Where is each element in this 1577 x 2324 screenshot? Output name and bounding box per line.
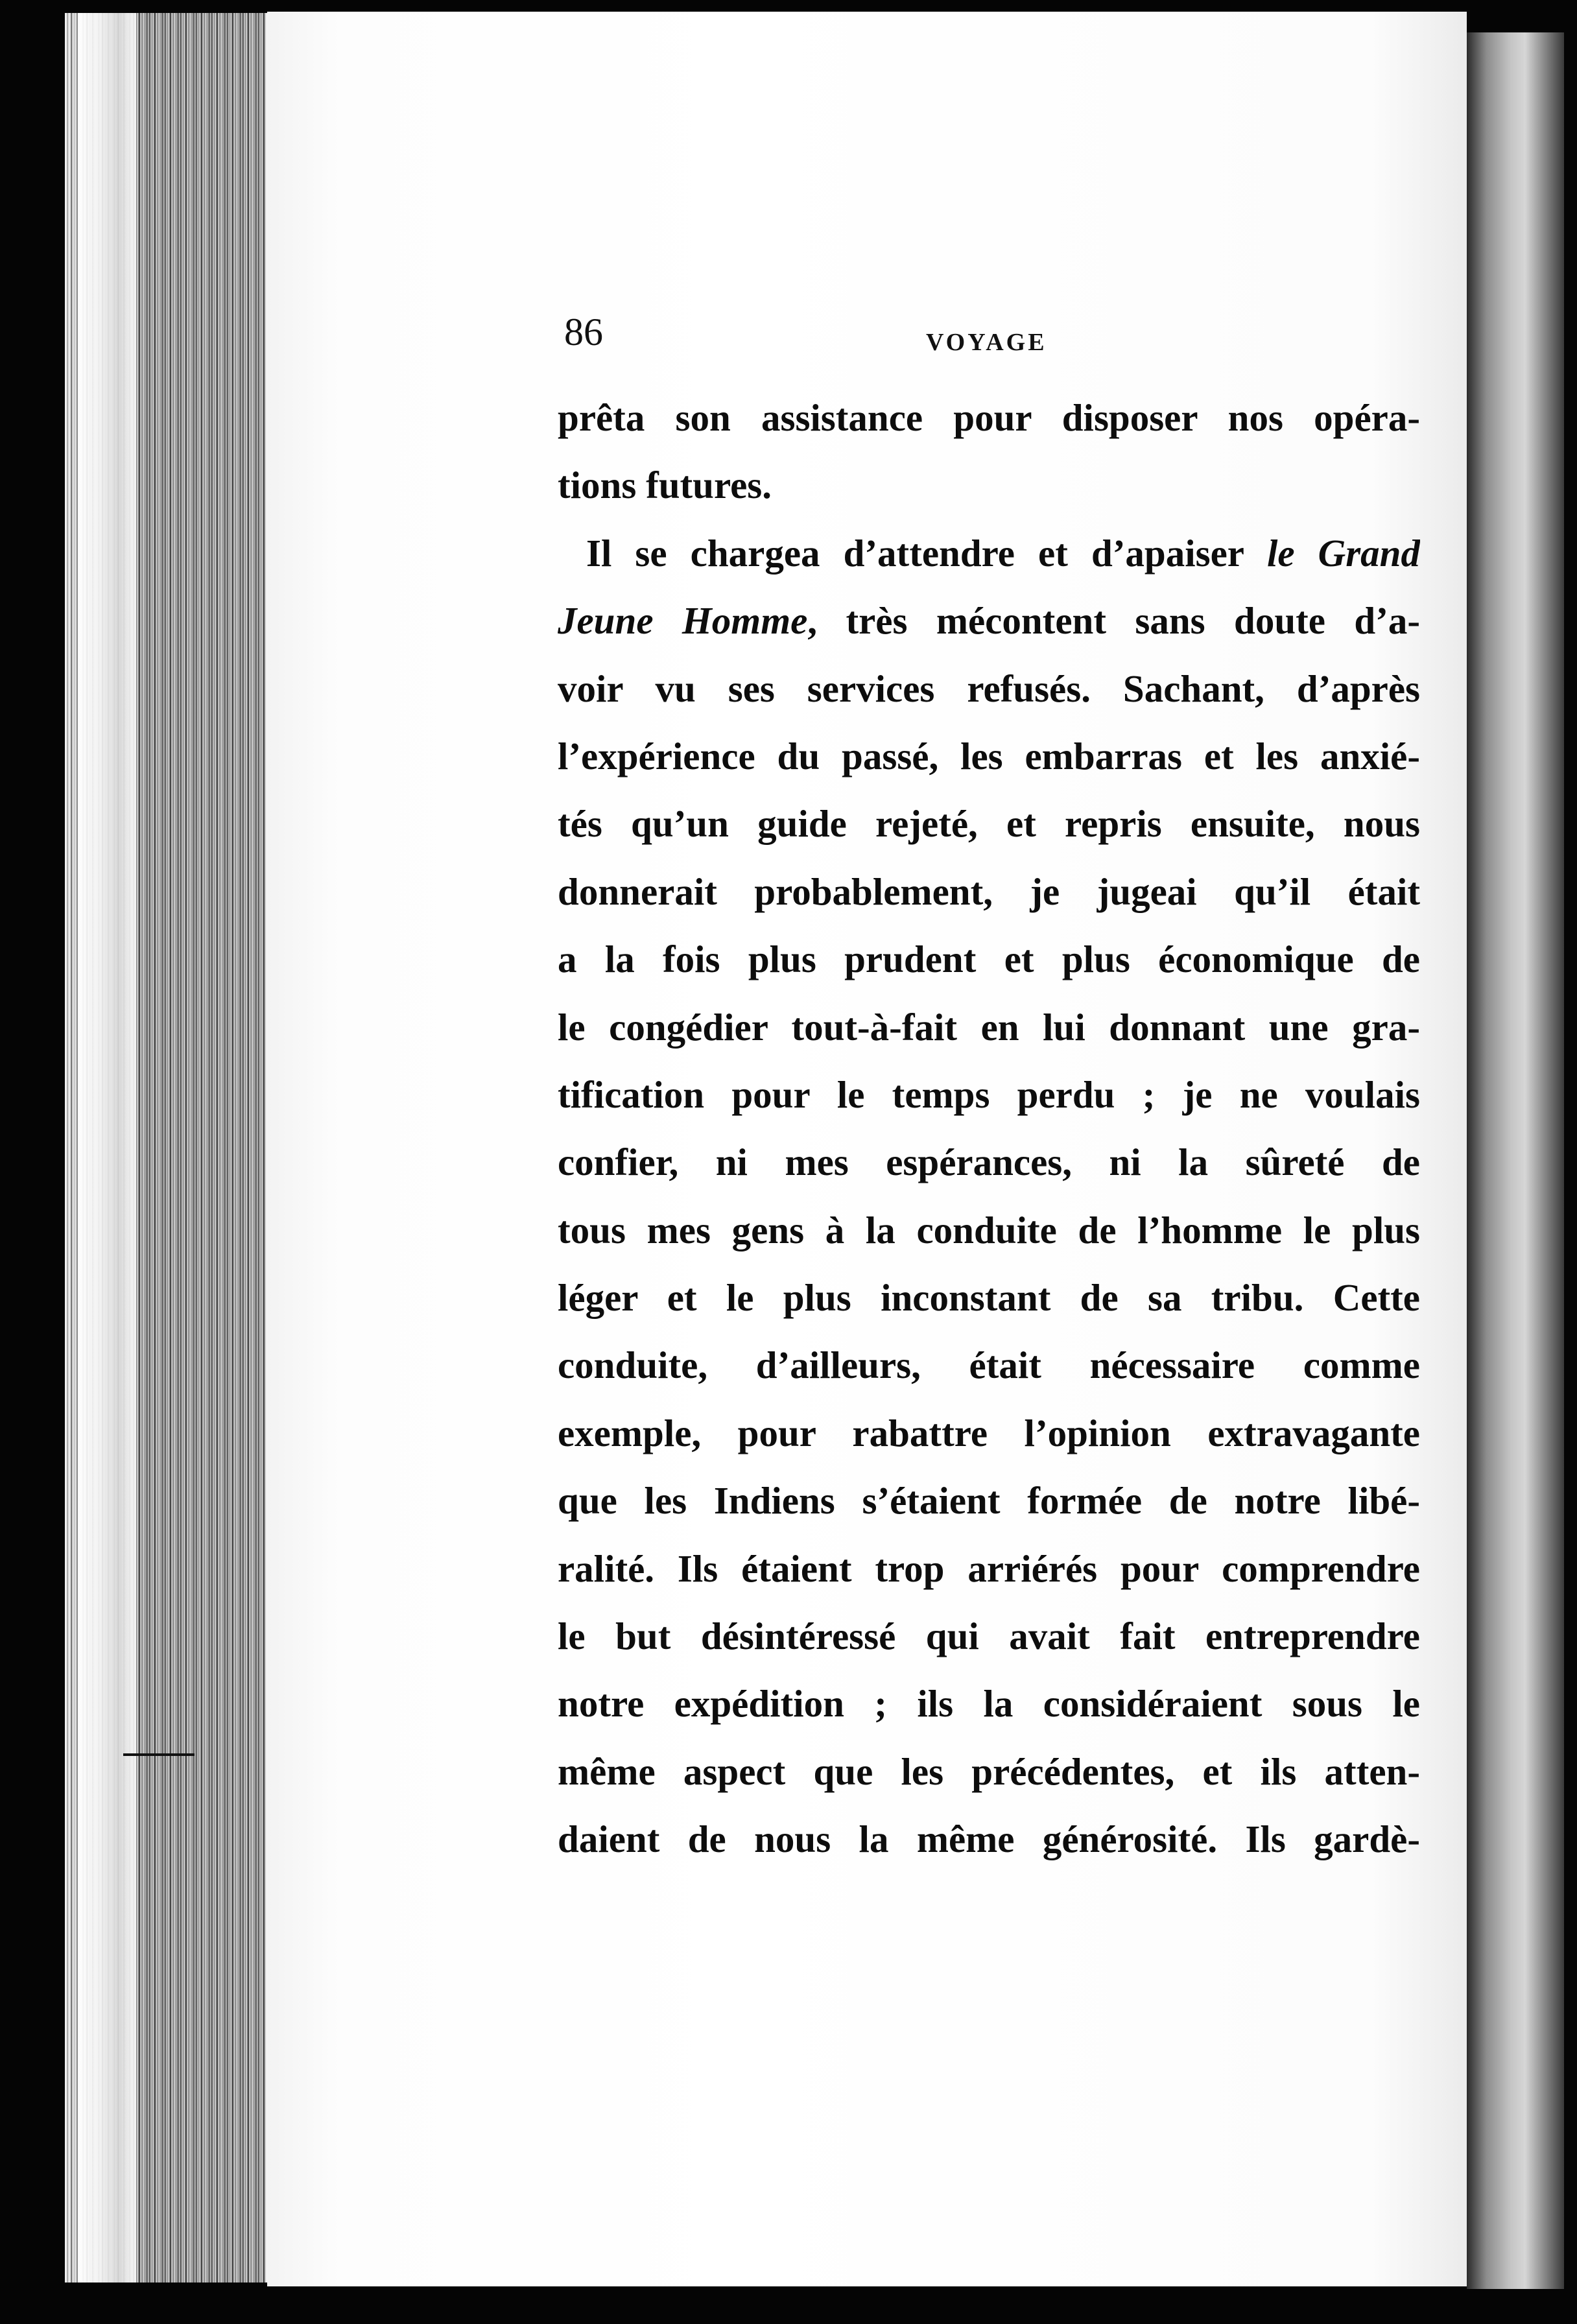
text-line: ralité. Ils étaient trop arriérés pour comprendre (558, 1547, 1420, 1590)
text-line: confier, ni mes espérances, ni la sûreté de (558, 1141, 1420, 1184)
page-header (564, 310, 1416, 375)
text-line: donnerait probablement, je jugeai qu’il était (558, 870, 1420, 913)
text-line: tions futures. (558, 464, 772, 507)
text-segment: , très mécontent sans doute d’a- (807, 599, 1420, 643)
text-line: prêta son assistance pour disposer nos opéra- (558, 396, 1420, 439)
running-head: VOYAGE (926, 329, 1047, 356)
page-number: 86 (564, 311, 603, 353)
italic-text: Jeune Homme (558, 599, 808, 643)
text-line: tous mes gens à la conduite de l’homme le plus (558, 1208, 1420, 1251)
text-line: exemple, pour rabattre l’opinion extravagante (558, 1411, 1420, 1454)
text-line: léger et le plus inconstant de sa tribu. Cette (558, 1276, 1420, 1320)
text-line: notre expédition ; ils la considéraient sous le (558, 1682, 1420, 1725)
page-edge-shadow (136, 13, 266, 2282)
text-line: même aspect que les précédentes, et ils atten- (558, 1749, 1420, 1793)
text-line: a la fois plus prudent et plus économique de (558, 938, 1420, 981)
text-line: tés qu’un guide rejeté, et repris ensuite, nous (558, 802, 1420, 846)
text-line: tification pour le temps perdu ; je ne voulais (558, 1073, 1420, 1116)
italic-text: le Grand (1266, 531, 1420, 575)
body-text (558, 384, 1420, 1873)
page-edge-mark (123, 1753, 195, 1756)
text-segment: Il se chargea d’attendre et d’apaiser (586, 531, 1267, 575)
text-line (558, 587, 1420, 654)
text-line: voir vu ses services refusés. Sachant, d’après (558, 667, 1420, 710)
page-edge-highlight (78, 13, 136, 2282)
text-line: que les Indiens s’étaient formée de notre libé- (558, 1479, 1420, 1523)
text-line: l’expérience du passé, les embarras et les anxié- (558, 734, 1420, 777)
text-line: le congédier tout-à-fait en lui donnant une gra- (558, 1005, 1420, 1049)
text-line: daient de nous la même générosité. Ils gardè- (558, 1818, 1420, 1861)
text-line: le but désintéressé qui avait fait entreprendre (558, 1615, 1420, 1658)
text-line: conduite, d’ailleurs, était nécessaire comme (558, 1344, 1420, 1387)
text-line (558, 519, 1420, 587)
facing-page-shadow (1467, 32, 1564, 2289)
